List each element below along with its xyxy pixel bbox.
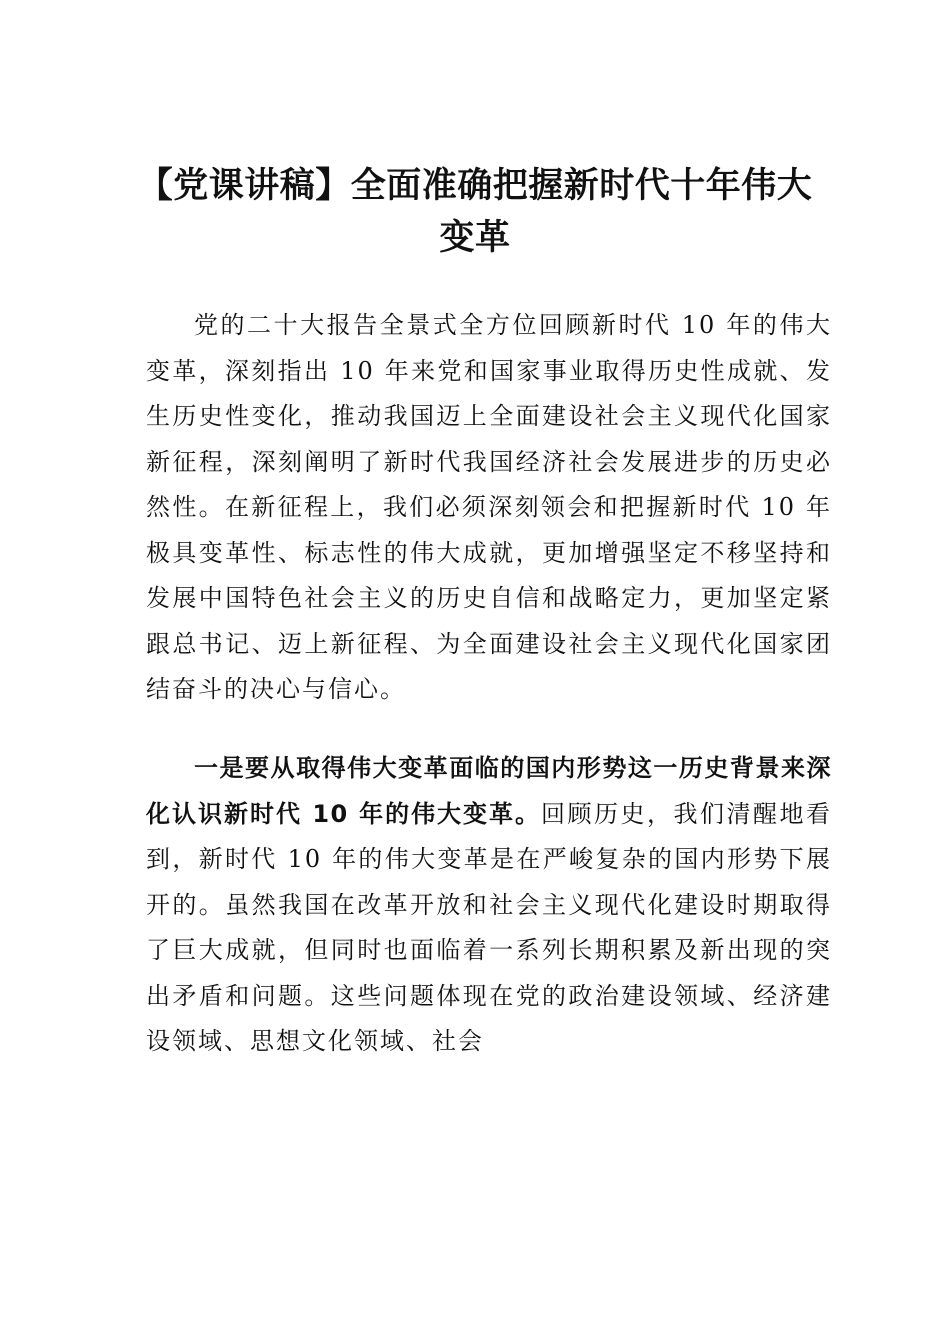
document-title [120,160,830,264]
paragraph-1 [146,303,832,713]
paragraph-1-text: 党的二十大报告全景式全方位回顾新时代 10 年的伟大变革，深刻指出 10 年来党和国家事业取得历史性成就、发生历史性变化，推动我国迈上全面建设社会主义现代化国家新征程，深刻阐明了新时代我国经济社会发展进步的历史必然性。在新征程上，我们必须深刻领会和把握新时代 10 年极具变革性、标志性的伟大成就，更加增强坚定不移坚持和发展中国特色社会主义的历史自信和战略定力，更加坚定紧跟总书记、迈上新征程、为全面建设社会主义现代化国家团结奋斗的决心与信心。 [146,311,832,703]
paragraph-2 [146,746,832,1065]
paragraph-2-lead: 一是要从取得伟大变革面临的国内形势这一历史背景来深化认识新时代 10 年的伟大变革。 [146,754,832,828]
title-line-1: 【党课讲稿】全面准确把握新时代十年伟大 [137,166,813,206]
paragraph-2-text: 回顾历史，我们清醒地看到，新时代 10 年的伟大变革是在严峻复杂的国内形势下展开的。虽然我国在改革开放和社会主义现代化建设时期取得了巨大成就，但同时也面临着一系列长期积累及新出现的突出矛盾和问题。这些问题体现在党的政治建设领域、经济建设领域、思想文化领域、社会 [146,799,833,1055]
title-line-2: 变革 [439,218,511,258]
